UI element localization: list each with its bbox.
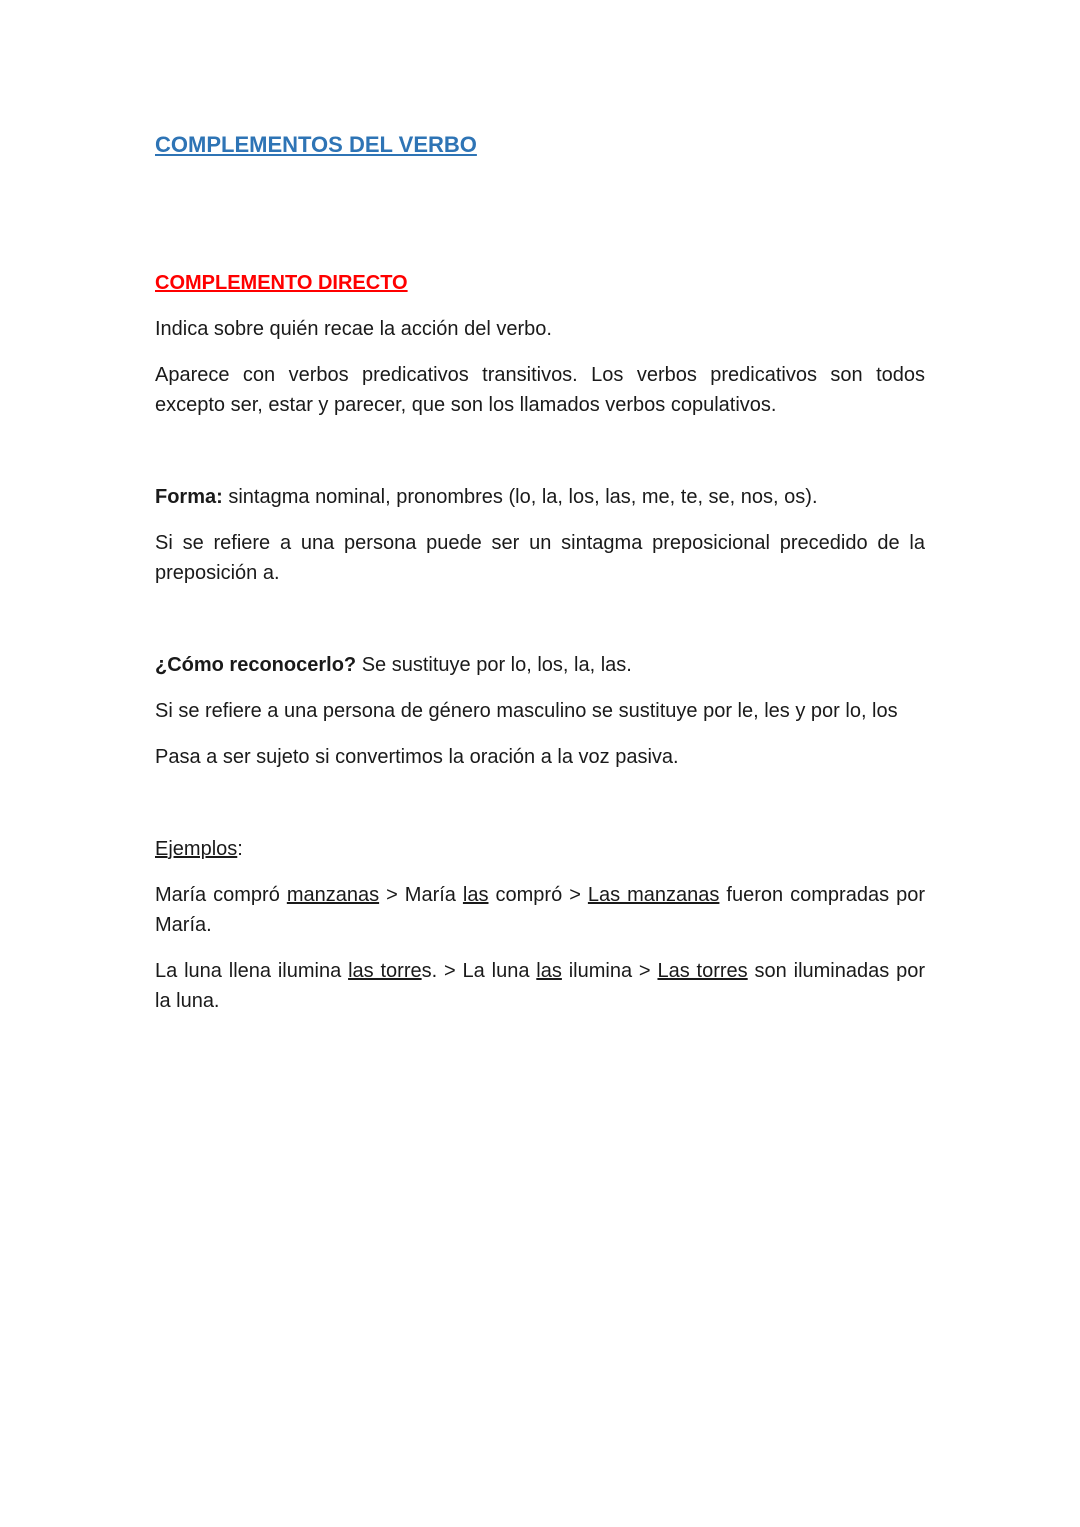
text-run: Se sustituye por lo, los, la, las. — [356, 654, 632, 676]
paragraph-spacer — [155, 604, 925, 650]
text-run: COMPLEMENTOS DEL VERBO — [155, 132, 477, 157]
text-run: Si se refiere a una persona de género masculino se sustituye por le, les y por lo, los — [155, 700, 898, 722]
text-run: ¿Cómo reconocerlo? — [155, 654, 357, 676]
text-run: Si se refiere a una persona puede ser un sintagma preposicional precedido de la preposición a. — [155, 532, 925, 584]
text-run: Forma: — [155, 486, 223, 508]
paragraph-como-reconocerlo — [155, 650, 925, 680]
text-run: s. > La luna — [421, 960, 537, 982]
text-run: las torre — [348, 960, 422, 982]
text-run: ilumina > — [561, 960, 658, 982]
paragraph-indica — [155, 314, 925, 344]
section-heading-complemento-directo — [155, 268, 925, 298]
paragraph-spacer — [155, 222, 925, 268]
paragraph-spacer — [155, 436, 925, 482]
text-run: las — [462, 884, 489, 906]
text-run: son iluminadas por la luna. — [155, 960, 925, 1012]
text-run: compró > — [488, 884, 588, 906]
text-run: COMPLEMENTO DIRECTO — [155, 272, 408, 294]
paragraph-forma — [155, 482, 925, 512]
paragraph-si-se-refiere-persona — [155, 528, 925, 588]
text-run: sintagma nominal, pronombres (lo, la, los, las, me, te, se, nos, os). — [222, 486, 818, 508]
paragraph-aparece — [155, 360, 925, 420]
paragraph-pasa-a-ser-sujeto — [155, 742, 925, 772]
text-run: María compró — [155, 884, 287, 906]
text-run: las — [536, 960, 562, 982]
text-run: Aparece con verbos predicativos transitivos. Los verbos predicativos son todos excepto ser, estar y parecer, que son los llamados verbos copulativos. — [155, 364, 925, 416]
paragraph-spacer — [155, 788, 925, 834]
document-title — [155, 130, 925, 160]
text-run: > María — [379, 884, 463, 906]
paragraph-example-luna — [155, 956, 925, 1016]
paragraph-example-maria — [155, 880, 925, 940]
text-run: Indica sobre quién recae la acción del verbo. — [155, 318, 552, 340]
text-run: Pasa a ser sujeto si convertimos la oración a la voz pasiva. — [155, 746, 679, 768]
text-run: fueron compradas por María. — [155, 884, 925, 936]
text-run: Las torres — [657, 960, 748, 982]
text-run: Las manzanas — [587, 884, 720, 906]
text-run: manzanas — [286, 884, 380, 906]
text-run: : — [237, 838, 243, 860]
paragraph-spacer — [155, 176, 925, 222]
paragraph-si-se-refiere-masculino — [155, 696, 925, 726]
text-run: La luna llena ilumina — [155, 960, 349, 982]
paragraph-ejemplos-label — [155, 834, 925, 864]
text-run: Ejemplos — [155, 838, 238, 860]
document-body — [155, 130, 925, 1016]
